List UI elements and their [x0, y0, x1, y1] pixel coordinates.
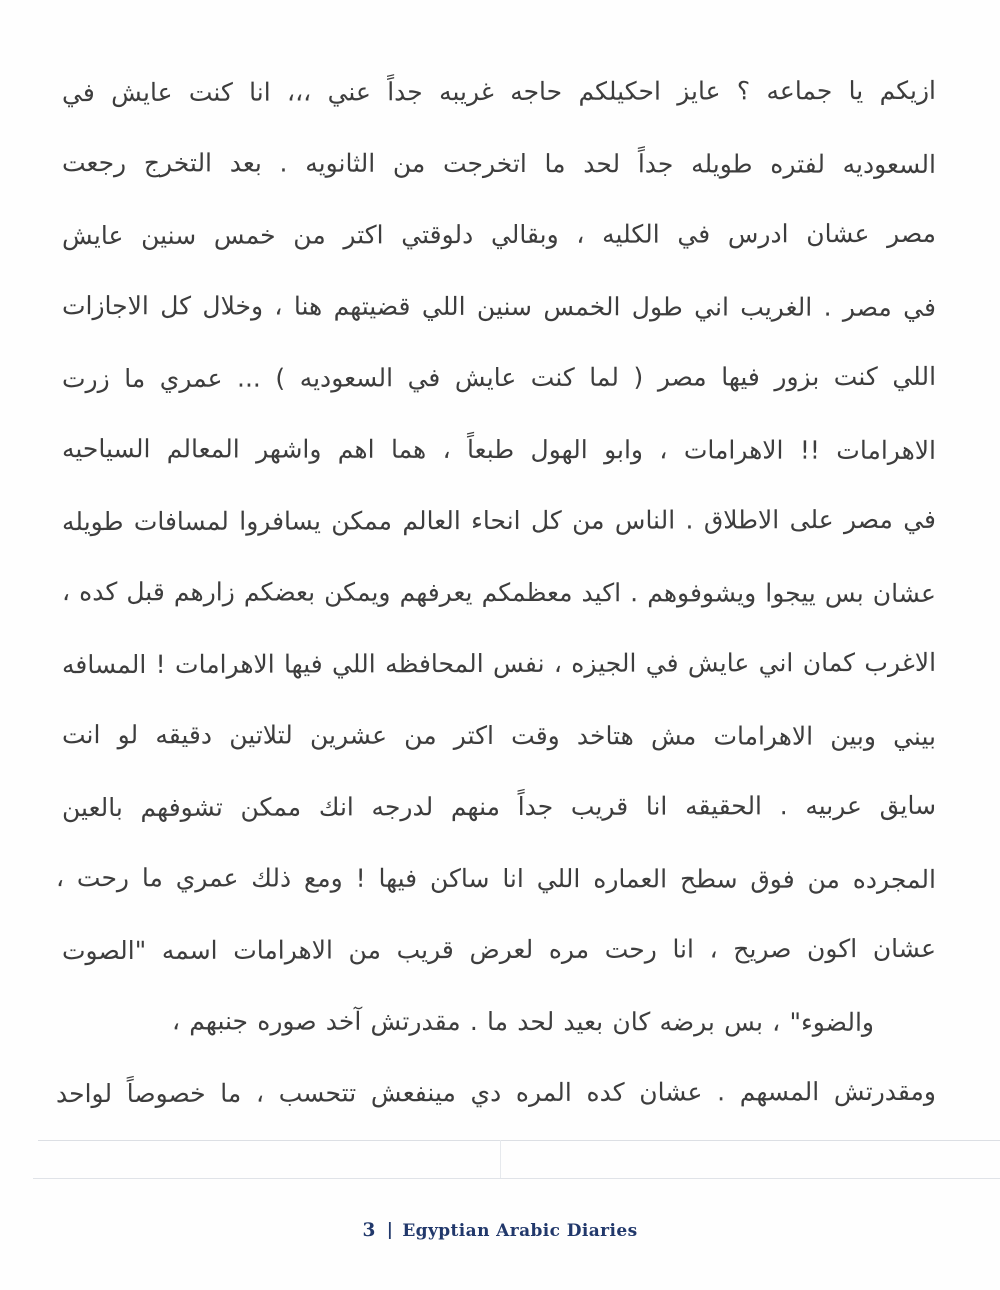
handwritten-line: السعوديه لفتره طويله جداً لحد ما اتخرجت من الثانويه . بعد التخرج رجعت [61, 147, 937, 179]
handwritten-line: اللي كنت بزور فيها مصر ( لما كنت عايش في السعوديه ) ... عمري ما زرت [61, 361, 937, 394]
footer-separator: | [386, 1220, 394, 1240]
page-footer [0, 1220, 1000, 1241]
handwritten-line: ازيكم يا جماعه ؟ عايز احكيلكم حاجه غريبه جداً عني ،،، انا كنت عايش في [61, 75, 937, 108]
handwritten-line: سايق عربيه . الحقيقه انا قريب جداً منهم لدرجه انك ممكن تشوفهم بالعين [61, 790, 937, 823]
page-number: 3 [362, 1220, 376, 1241]
handwritten-text-block [55, 56, 937, 1129]
handwritten-line: عشان اكون صريح ، انا رحت مره لعرض قريب من الاهرامات اسمه "الصوت [61, 933, 937, 966]
handwritten-line: ومقدرتش المسهم . عشان كده المره دي مينفعش تتحسب ، ما خصوصاً لواحد [55, 1076, 937, 1109]
handwritten-line: عشان بس ييجوا ويشوفوهم . اكيد معظمكم يعرفهم ويمكن بعضكم زارهم قبل كده ، [61, 576, 937, 608]
handwritten-line: والضوء" ، بس برضه كان بعيد لحد ما . مقدرتش آخد صوره جنبهم ، [171, 1005, 875, 1037]
scan-rule-bottom [33, 1178, 1000, 1179]
scan-rule-top [38, 1140, 1000, 1141]
handwritten-line: بيني وبين الاهرامات مش هتاخد وقت اكتر من عشرين لتلاتين دقيقه لو انت [61, 719, 937, 751]
footer-title: Egyptian Arabic Diaries [402, 1221, 638, 1241]
handwritten-line: الاهرامات !! الاهرامات ، وابو الهول طبعاً ، هما اهم واشهر المعالم السياحيه [61, 433, 937, 465]
handwritten-line: في مصر على الاطلاق . الناس من كل انحاء العالم ممكن يسافروا لمسافات طويله [61, 504, 937, 537]
handwritten-line: الاغرب كمان اني عايش في الجيزه ، نفس المحافظه اللي فيها الاهرامات ! المسافه [61, 647, 937, 680]
handwritten-line: في مصر . الغريب اني طول الخمس سنين اللي قضيتهم هنا ، وخلال كل الاجازات [61, 290, 937, 322]
scan-rule-vertical [500, 1140, 501, 1178]
handwritten-line: المجرده من فوق سطح العماره اللي انا ساكن فيها ! ومع ذلك عمري ما رحت ، [55, 862, 937, 894]
handwritten-line: مصر عشان ادرس في الكليه ، وبقالي دلوقتي اكتر من خمس سنين عايش [61, 218, 937, 251]
